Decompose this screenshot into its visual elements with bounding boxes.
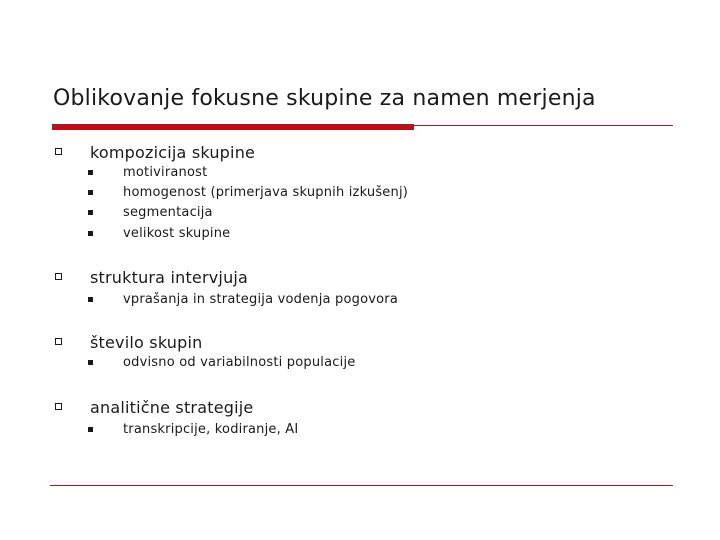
- filled-square-bullet-icon: [88, 210, 93, 215]
- sub-bullet-text: vprašanja in strategija vodenja pogovora: [123, 292, 398, 307]
- bullet-text: število skupin: [90, 333, 203, 352]
- sub-bullet-text: motiviranost: [123, 165, 208, 180]
- bullet-text: kompozicija skupine: [90, 143, 256, 162]
- filled-square-bullet-icon: [88, 190, 93, 195]
- hollow-square-bullet-icon: [55, 403, 62, 410]
- bottom-divider: [50, 485, 673, 486]
- filled-square-bullet-icon: [88, 360, 93, 365]
- bullet-text: struktura intervjuja: [90, 268, 249, 287]
- filled-square-bullet-icon: [88, 297, 93, 302]
- hollow-square-bullet-icon: [55, 148, 62, 155]
- sub-bullet-text: transkripcije, kodiranje, AI: [123, 422, 299, 437]
- filled-square-bullet-icon: [88, 427, 93, 432]
- sub-bullet-text: segmentacija: [123, 205, 213, 220]
- sub-bullet-text: odvisno od variabilnosti populacije: [123, 355, 356, 370]
- slide-title: Oblikovanje fokusne skupine za namen merjenja: [53, 86, 596, 111]
- sub-bullet-text: homogenost (primerjava skupnih izkušenj): [123, 185, 409, 200]
- sub-bullet-text: velikost skupine: [123, 226, 231, 241]
- bullet-text: analitične strategije: [90, 398, 254, 417]
- filled-square-bullet-icon: [88, 231, 93, 236]
- hollow-square-bullet-icon: [55, 273, 62, 280]
- filled-square-bullet-icon: [88, 170, 93, 175]
- hollow-square-bullet-icon: [55, 338, 62, 345]
